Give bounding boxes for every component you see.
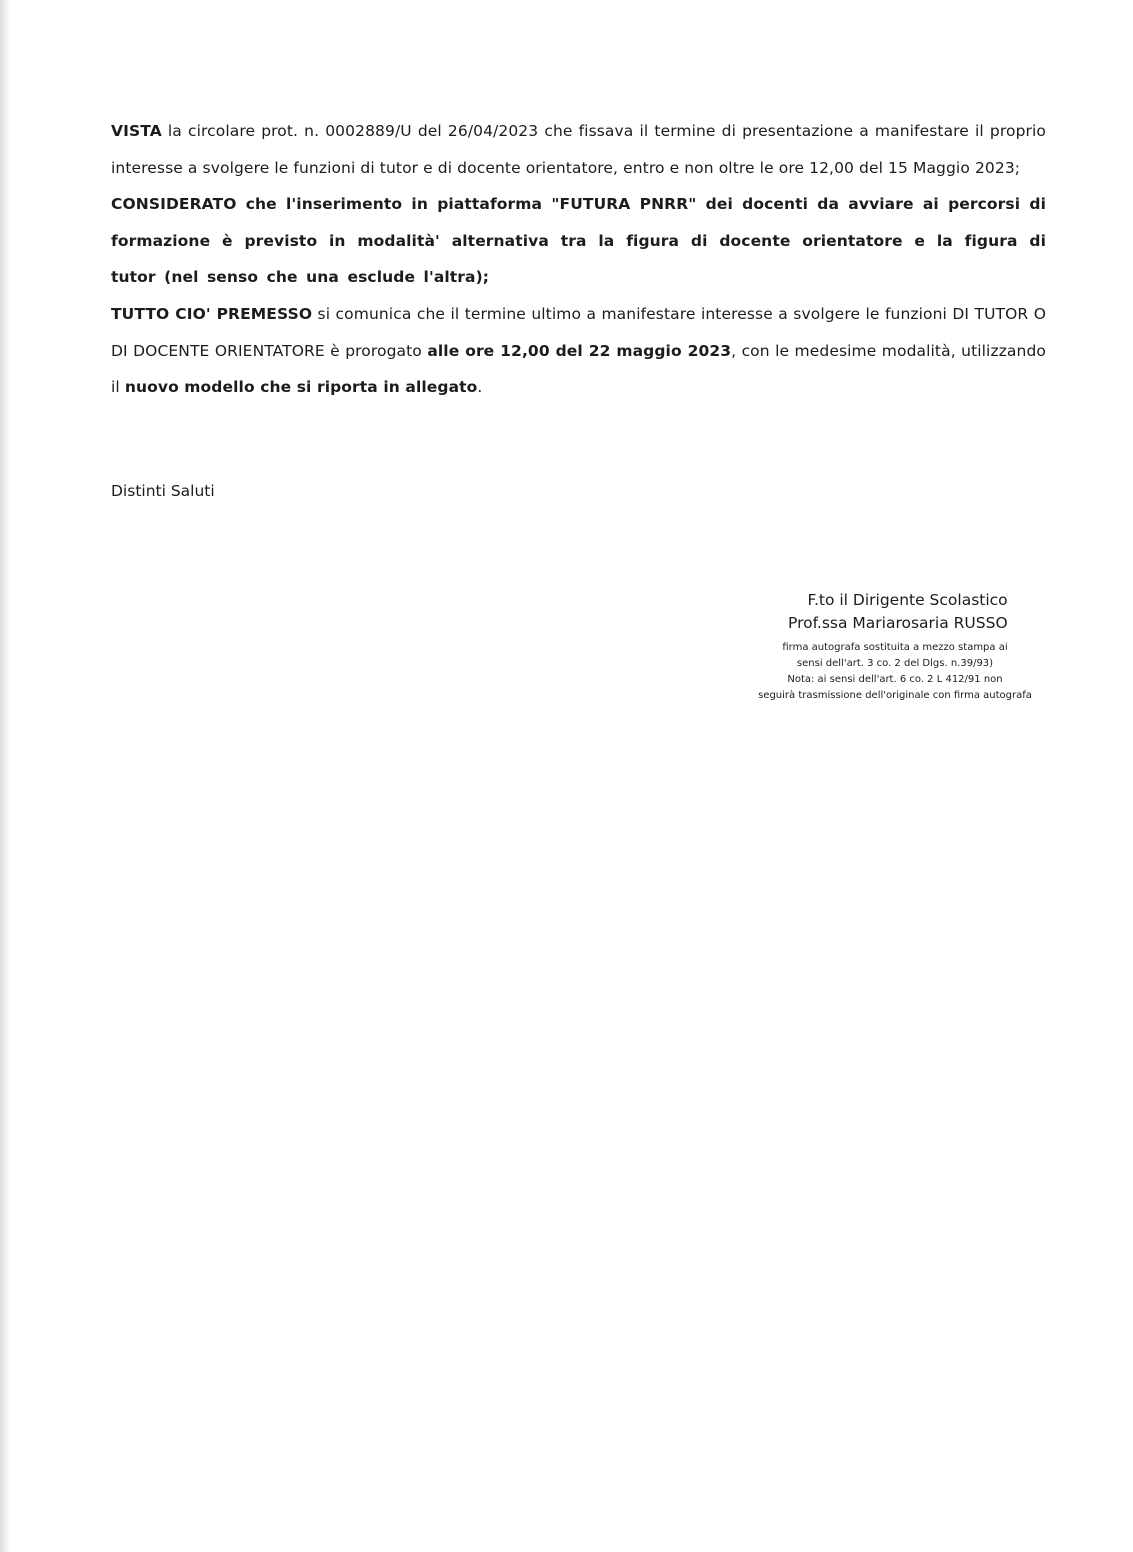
attachment-reference: nuovo modello che si riporta in allegato: [124, 378, 478, 397]
signature-note-line: sensi dell'art. 3 co. 2 del Dlgs. n.39/93): [796, 658, 994, 669]
closing-salutation: Distinti Saluti: [111, 482, 215, 500]
deadline-text: alle ore 12,00 del 22 maggio 2023: [427, 341, 732, 360]
signature-note-line: Nota: ai sensi dell'art. 6 co. 2 L 412/91 non: [787, 674, 1003, 685]
page-edge-shadow: [0, 0, 10, 1552]
signature-block: [788, 589, 1008, 635]
paragraph-premesso-text: si comunica che il termine ultimo a manifestare interesse a svolgere le funzioni DI TUTOR O DI DOCENTE ORIENTATORE è prorogato: [111, 304, 1047, 360]
letter-body: [111, 113, 1046, 406]
paragraph-vista-lead: VISTA: [111, 122, 162, 140]
signature-name: Prof.ssa Mariarosaria RUSSO: [788, 614, 1008, 632]
paragraph-vista: [111, 113, 1046, 186]
signature-title: F.to il Dirigente Scolastico: [807, 591, 1008, 609]
paragraph-considerato: CONSIDERATO che l'inserimento in piattaforma "FUTURA PNRR" dei docenti da avviare ai percorsi di formazione è previsto in modalità' alternativa tra la figura di docente orientatore e la figura di tutor (nel senso che una esclude l'altra);: [111, 195, 1046, 287]
paragraph-premesso-end: .: [477, 378, 483, 397]
signature-legal-note: [745, 640, 1045, 704]
signature-note-line: firma autografa sostituita a mezzo stampa ai: [782, 642, 1008, 653]
signature-note-line: seguirà trasmissione dell'originale con firma autografa: [758, 690, 1032, 701]
paragraph-vista-text: la circolare prot. n. 0002889/U del 26/04/2023 che fissava il termine di presentazione a manifestare il proprio interesse a svolgere le funzioni di tutor e di docente orientatore, entro e non oltre le ore 12,00 del 15 Maggio 2023;: [111, 122, 1046, 177]
paragraph-premesso: [111, 296, 1046, 406]
paragraph-premesso-lead: TUTTO CIO' PREMESSO: [111, 304, 313, 323]
paragraph-premesso-text-2: , con le medesime modalità, utilizzando il: [111, 341, 1046, 397]
